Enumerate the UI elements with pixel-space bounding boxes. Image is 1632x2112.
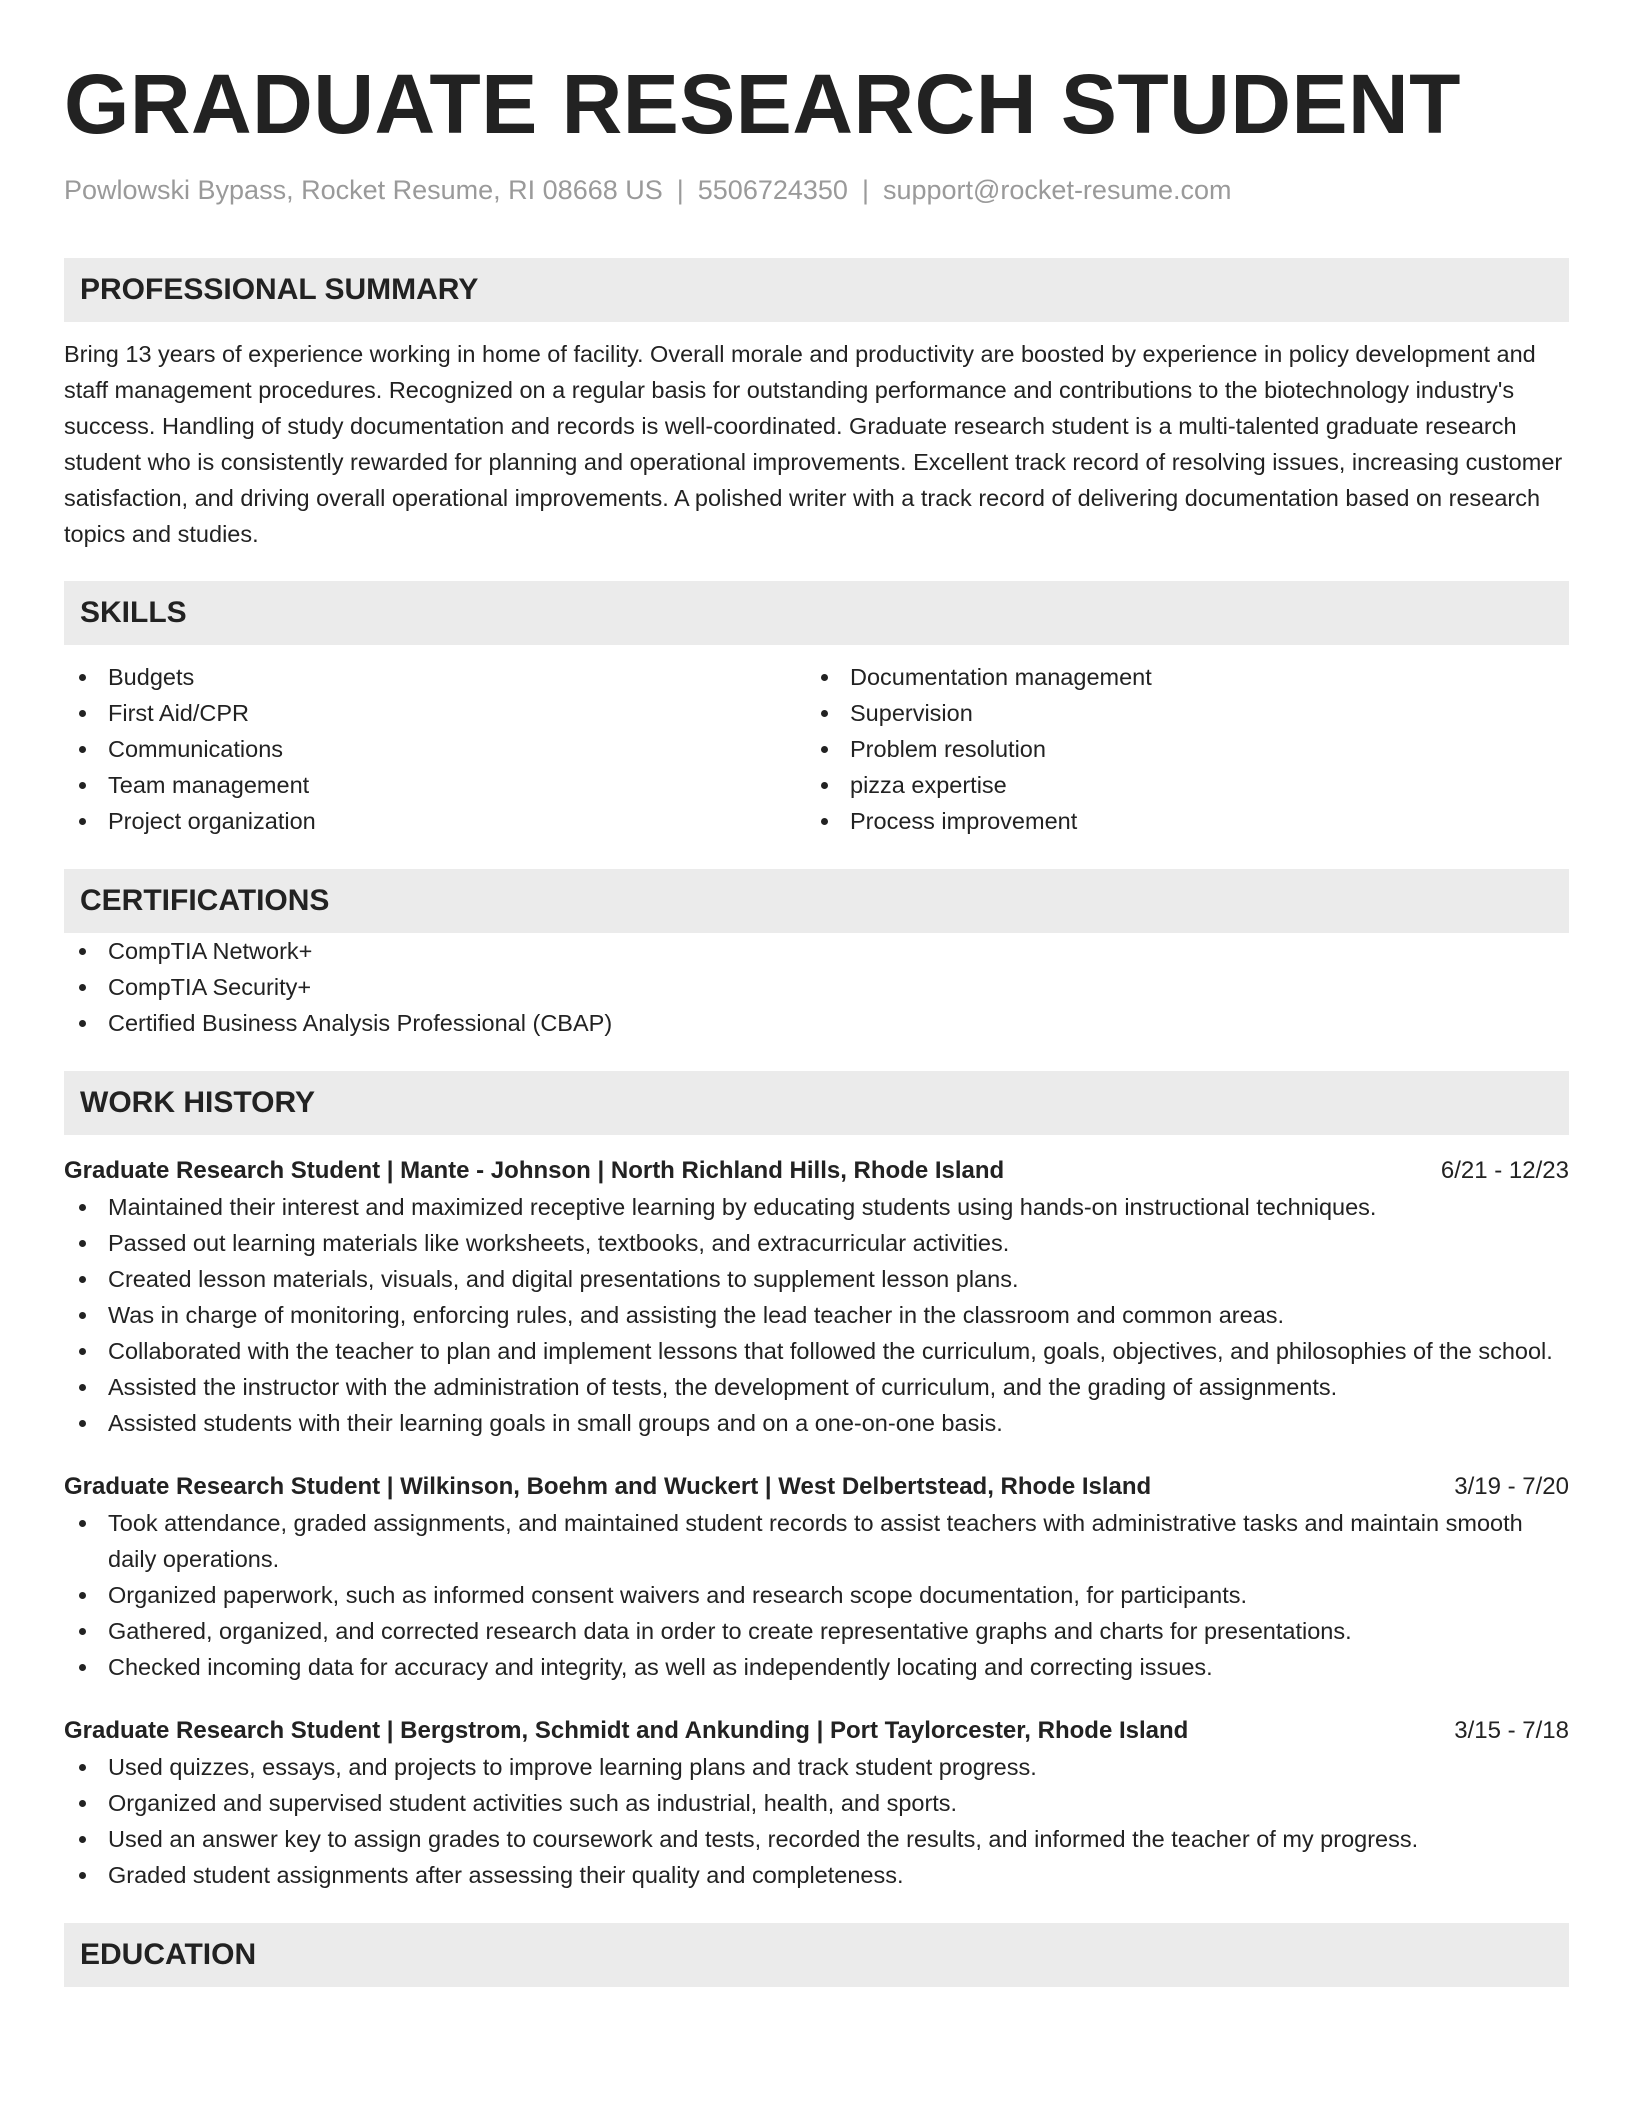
job-bullet: Was in charge of monitoring, enforcing rules, and assisting the lead teacher in the classroom and common areas. [64,1297,1569,1333]
job-entry [64,1153,1569,1441]
job-title-row [64,1153,1569,1189]
job-bullet: Checked incoming data for accuracy and integrity, as well as independently locating and correcting issues. [64,1649,1569,1685]
job-title-row [64,1713,1569,1749]
contact-separator: | [676,175,684,205]
skill-item: Documentation management [806,659,1548,695]
certifications-list [64,933,1569,1041]
job-bullet-list [64,1189,1569,1441]
contact-line [64,174,1569,206]
job-bullet: Passed out learning materials like worksheets, textbooks, and extracurricular activities. [64,1225,1569,1261]
skill-item: pizza expertise [806,767,1548,803]
job-title: Graduate Research Student | Wilkinson, Boehm and Wuckert | West Delbertstead, Rhode Island [64,1473,1152,1500]
skill-item: Supervision [806,695,1548,731]
skills-grid [64,659,1569,839]
skill-item: Project organization [64,803,806,839]
job-dates: 3/15 - 7/18 [1454,1717,1569,1744]
job-entry [64,1469,1569,1685]
skill-item: Budgets [64,659,806,695]
resume-name: GRADUATE RESEARCH STUDENT [64,57,1461,151]
job-bullet-list [64,1505,1569,1685]
summary-heading: PROFESSIONAL SUMMARY [64,258,1569,322]
job-bullet: Organized paperwork, such as informed consent waivers and research scope documentation, for participants. [64,1577,1569,1613]
job-bullet: Assisted the instructor with the administration of tests, the development of curriculum, and the grading of assignments. [64,1369,1569,1405]
contact-phone: 5506724350 [697,175,848,205]
job-title: Graduate Research Student | Mante - Johnson | North Richland Hills, Rhode Island [64,1157,1005,1184]
job-title: Graduate Research Student | Bergstrom, Schmidt and Ankunding | Port Taylorcester, Rhode Island [64,1717,1189,1744]
contact-separator: | [861,175,869,205]
education-heading: EDUCATION [64,1923,1569,1987]
skill-item: Problem resolution [806,731,1548,767]
certification-item: CompTIA Network+ [64,933,1569,969]
work-history-heading: WORK HISTORY [64,1071,1569,1135]
job-bullet-list [64,1749,1569,1893]
contact-email: support@rocket-resume.com [882,175,1232,205]
skill-item: First Aid/CPR [64,695,806,731]
job-bullet: Took attendance, graded assignments, and maintained student records to assist teachers with administrative tasks and maintain smooth daily operations. [64,1505,1569,1577]
job-bullet: Graded student assignments after assessing their quality and completeness. [64,1857,1569,1893]
job-bullet: Organized and supervised student activities such as industrial, health, and sports. [64,1785,1569,1821]
skill-item: Process improvement [806,803,1548,839]
job-bullet: Assisted students with their learning goals in small groups and on a one-on-one basis. [64,1405,1569,1441]
certification-item: CompTIA Security+ [64,969,1569,1005]
skill-item: Communications [64,731,806,767]
job-dates: 3/19 - 7/20 [1454,1473,1569,1500]
job-title-row [64,1469,1569,1505]
skills-column-left [64,659,806,839]
contact-address: Powlowski Bypass, Rocket Resume, RI 08668 US [64,175,663,205]
skill-item: Team management [64,767,806,803]
job-dates: 6/21 - 12/23 [1440,1157,1569,1184]
skills-list-right [806,659,1548,839]
job-bullet: Maintained their interest and maximized receptive learning by educating students using hands-on instructional techniques. [64,1189,1569,1225]
certifications-heading: CERTIFICATIONS [64,869,1569,933]
skills-heading: SKILLS [64,581,1569,645]
certification-item: Certified Business Analysis Professional (CBAP) [64,1005,1569,1041]
summary-text: Bring 13 years of experience working in home of facility. Overall morale and productivity are boosted by experience in policy development and staff management procedures. Recognized on a regular basis for outstanding performance and contributions to the biotechnology industry's success. Handling of study documentation and records is well-coordinated. Graduate research student is a multi-talented graduate research student who is consistently rewarded for planning and operational improvements. Excellent track record of resolving issues, increasing customer satisfaction, and driving overall operational improvements. A polished writer with a track record of delivering documentation based on research topics and studies. [64,341,1563,547]
skills-list-left [64,659,806,839]
job-entry [64,1713,1569,1893]
job-bullet: Used an answer key to assign grades to coursework and tests, recorded the results, and informed the teacher of my progress. [64,1821,1569,1857]
job-bullet: Used quizzes, essays, and projects to improve learning plans and track student progress. [64,1749,1569,1785]
job-bullet: Created lesson materials, visuals, and digital presentations to supplement lesson plans. [64,1261,1569,1297]
job-bullet: Gathered, organized, and corrected research data in order to create representative graphs and charts for presentations. [64,1613,1569,1649]
job-bullet: Collaborated with the teacher to plan and implement lessons that followed the curriculum, goals, objectives, and philosophies of the school. [64,1333,1569,1369]
skills-column-right [806,659,1548,839]
